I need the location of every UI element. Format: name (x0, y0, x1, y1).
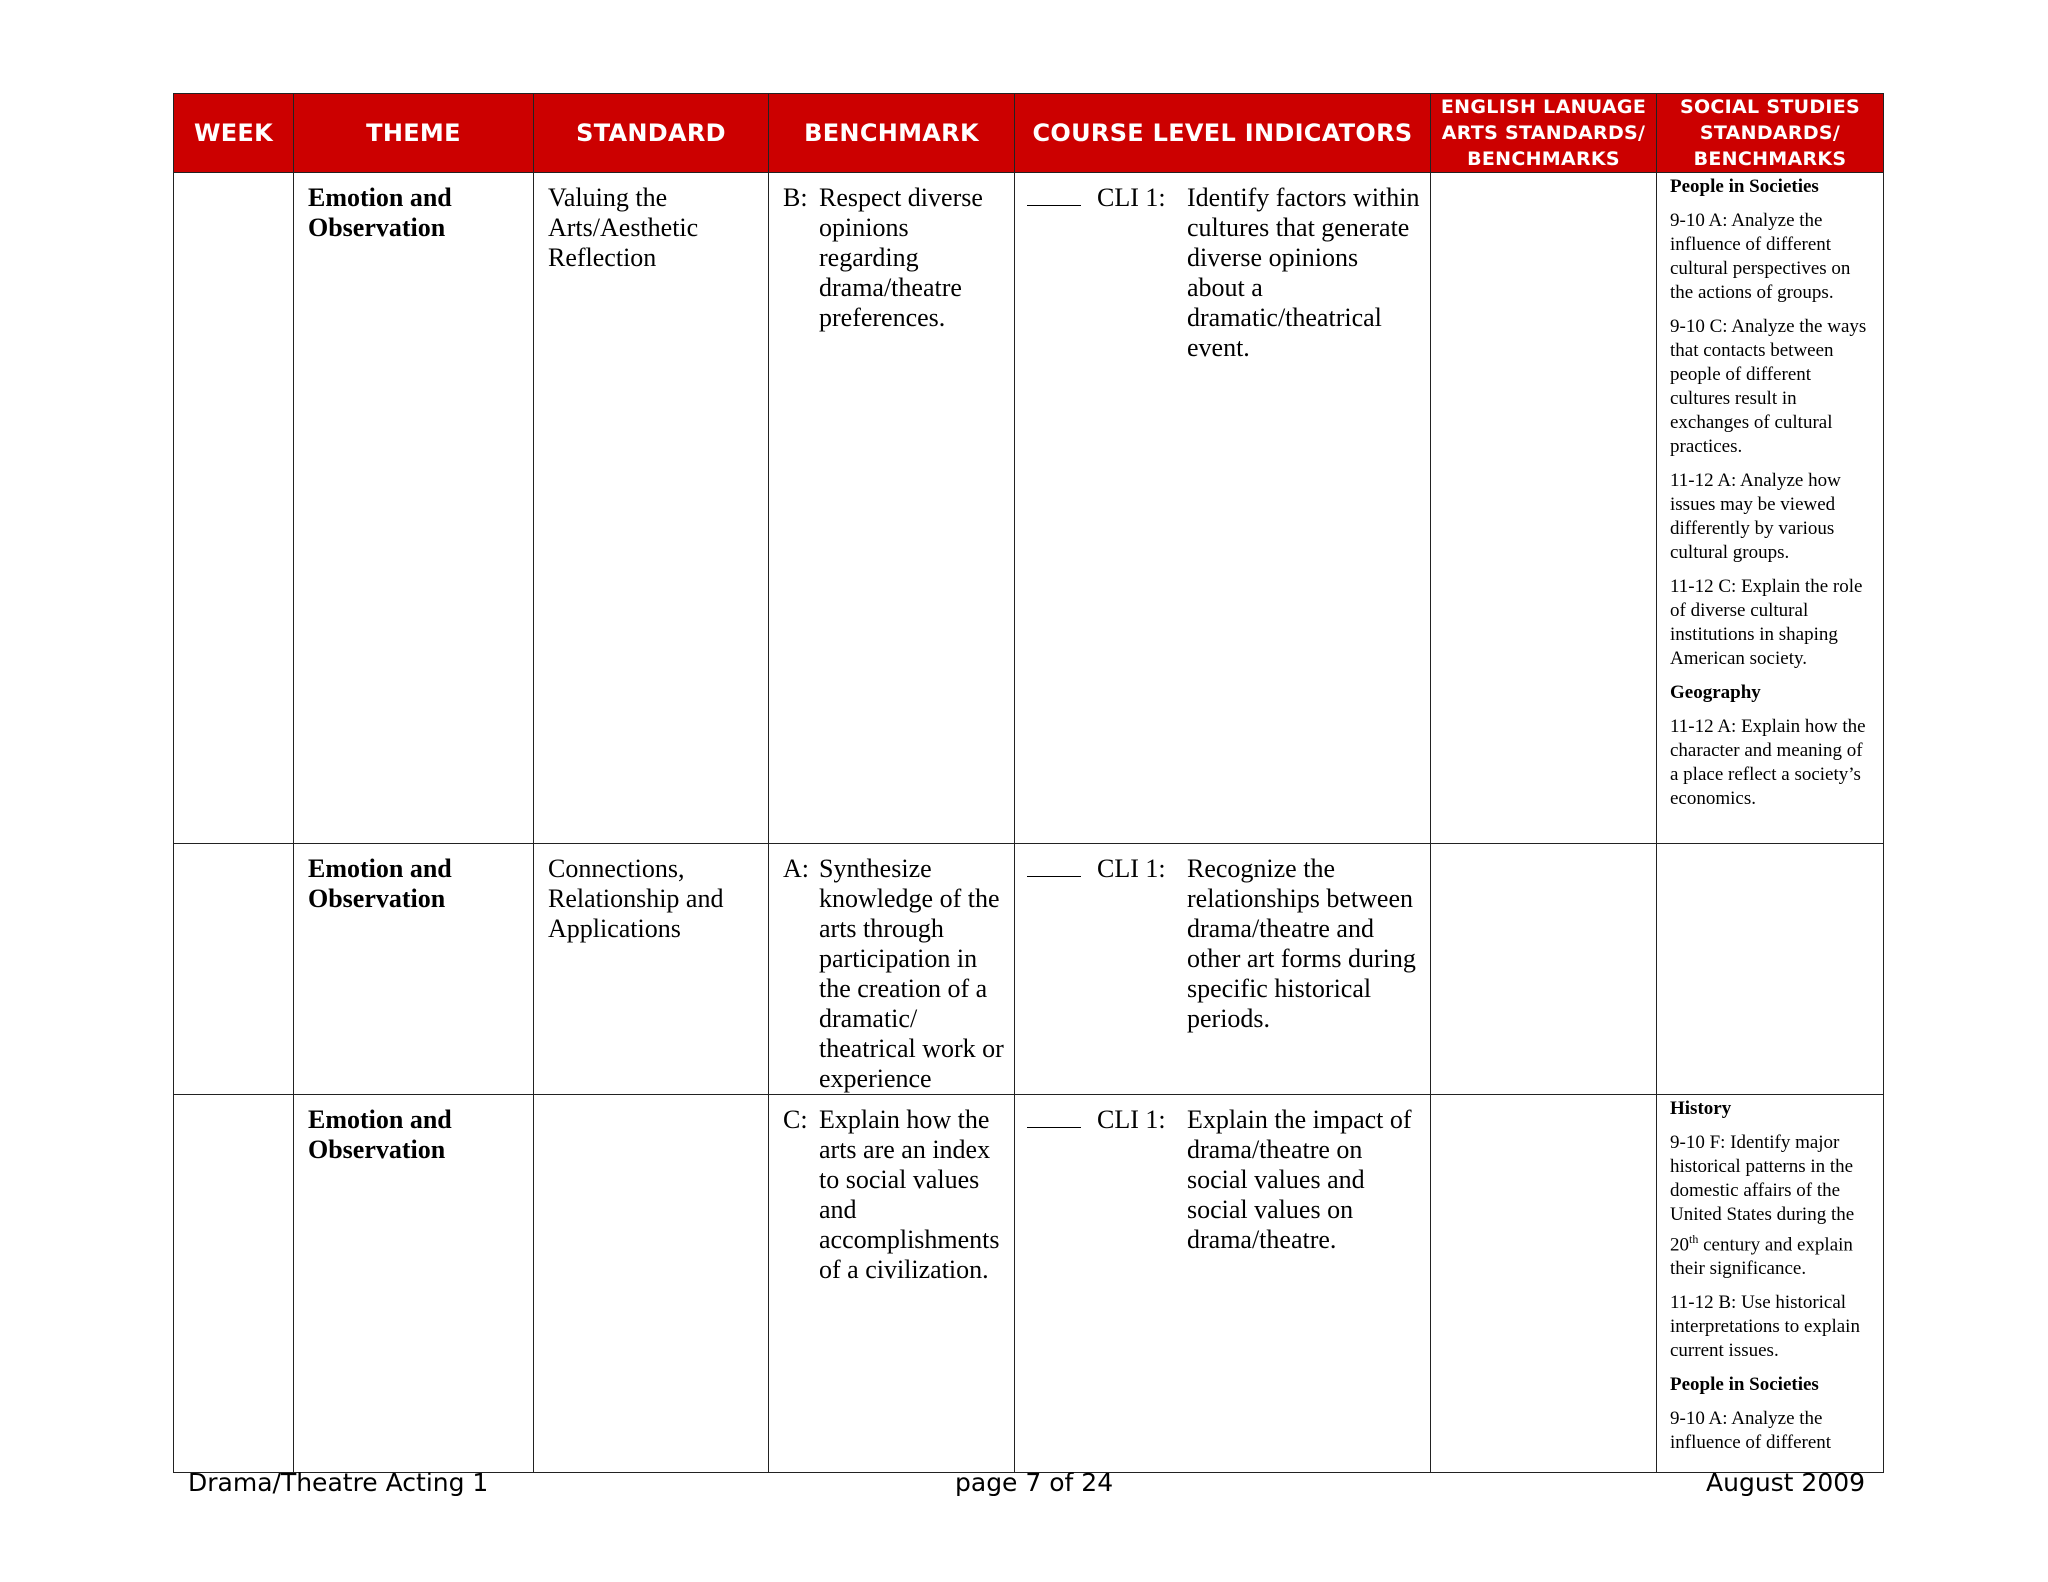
benchmark-letter: A: (783, 854, 809, 883)
social-studies-cell (1657, 844, 1884, 1095)
ss-item: 11-12 B: Use historical interpretations to explain current issues. (1670, 1292, 1860, 1362)
social-studies-cell (1657, 173, 1884, 844)
header-ela: ENGLISH LANUAGE ARTS STANDARDS/ BENCHMARKS (1431, 94, 1657, 173)
benchmark-cell (769, 1095, 1015, 1473)
ss-item: 9-10 A: Analyze the influence of different cultural perspectives on the actions of groups. (1670, 210, 1851, 303)
table-row (174, 844, 1884, 1095)
header-row (174, 94, 1884, 173)
ss-item: 9-10 C: Analyze the ways that contacts between people of different cultures result in exchanges of cultural practices. (1670, 316, 1867, 457)
ss-heading: Geography (1670, 682, 1761, 703)
cli-cell (1015, 844, 1431, 1095)
ss-heading: People in Societies (1670, 176, 1819, 197)
ela-cell (1431, 844, 1657, 1095)
benchmark-text: Explain how the arts are an index to social values and accomplishments of a civilization. (819, 1105, 1000, 1284)
benchmark-text: Synthesize knowledge of the arts through participation in the creation of a dramatic/ theatrical work or experience (819, 854, 1004, 1093)
ela-cell (1431, 1095, 1657, 1473)
table-row (174, 1095, 1884, 1473)
theme-text: Emotion and Observation (308, 183, 452, 242)
ss-item: 11-12 A: Explain how the character and meaning of a place reflect a society’s economics. (1670, 716, 1866, 809)
ss-item: 11-12 A: Analyze how issues may be viewed differently by various cultural groups. (1670, 470, 1841, 563)
standard-text: Connections, Relationship and Applications (548, 854, 724, 943)
cli-cell (1015, 1095, 1431, 1473)
footer-course-title: Drama/Theatre Acting 1 (188, 1468, 489, 1497)
ss-item-text: century and explain their significance. (1670, 1234, 1853, 1280)
header-theme: THEME (294, 94, 534, 173)
theme-cell (294, 173, 534, 844)
cli-text: Explain the impact of drama/theatre on social values and social values on drama/theatre. (1187, 1105, 1412, 1254)
cli-code: CLI 1: (1097, 854, 1166, 883)
standard-cell (534, 173, 769, 844)
standard-text: Valuing the Arts/Aesthetic Reflection (548, 183, 699, 272)
header-benchmark: BENCHMARK (769, 94, 1015, 173)
ss-heading: People in Societies (1670, 1374, 1819, 1396)
footer-page-number: page 7 of 24 (955, 1468, 1114, 1497)
ss-item-text: 9-10 F: Identify major historical patterns in the domestic affairs of the United States during the 20 (1670, 1132, 1855, 1256)
benchmark-cell (769, 173, 1015, 844)
table-row (174, 173, 1884, 844)
ela-cell (1431, 173, 1657, 844)
ss-item: 9-10 A: Analyze the influence of different (1670, 1408, 1832, 1454)
theme-cell (294, 844, 534, 1095)
standard-cell (534, 1095, 769, 1473)
ss-item: 11-12 C: Explain the role of diverse cultural institutions in shaping American society. (1670, 576, 1863, 669)
checkbox-blank-line (1027, 854, 1097, 1034)
week-cell (174, 844, 294, 1095)
cli-code: CLI 1: (1097, 183, 1166, 212)
benchmark-letter: C: (783, 1105, 808, 1134)
benchmark-letter: B: (783, 183, 808, 212)
ss-item-superscript: th (1689, 1232, 1699, 1246)
standard-text (534, 1095, 768, 1105)
theme-cell (294, 1095, 534, 1473)
cli-cell (1015, 173, 1431, 844)
benchmark-cell (769, 844, 1015, 1095)
theme-text: Emotion and Observation (308, 854, 452, 913)
header-standard: STANDARD (534, 94, 769, 173)
curriculum-table (173, 93, 1884, 1473)
header-week: WEEK (174, 94, 294, 173)
week-cell (174, 173, 294, 844)
theme-text: Emotion and Observation (308, 1105, 452, 1164)
standard-cell (534, 844, 769, 1095)
checkbox-blank-line (1027, 183, 1097, 363)
social-studies-cell (1657, 1095, 1884, 1473)
cli-text: Identify factors within cultures that generate diverse opinions about a dramatic/theatrical event. (1187, 183, 1420, 362)
header-social-studies: SOCIAL STUDIES STANDARDS/ BENCHMARKS (1657, 94, 1884, 173)
ss-heading: History (1670, 1098, 1732, 1119)
cli-code: CLI 1: (1097, 1105, 1166, 1134)
benchmark-text: Respect diverse opinions regarding drama/theatre preferences. (819, 183, 983, 332)
week-cell (174, 1095, 294, 1473)
checkbox-blank-line (1027, 1105, 1097, 1255)
footer-date: August 2009 (1706, 1468, 1866, 1497)
ss-item (1670, 1131, 1871, 1281)
header-cli: COURSE LEVEL INDICATORS (1015, 94, 1431, 173)
cli-text: Recognize the relationships between drama/theatre and other art forms during specific historical periods. (1187, 854, 1416, 1033)
